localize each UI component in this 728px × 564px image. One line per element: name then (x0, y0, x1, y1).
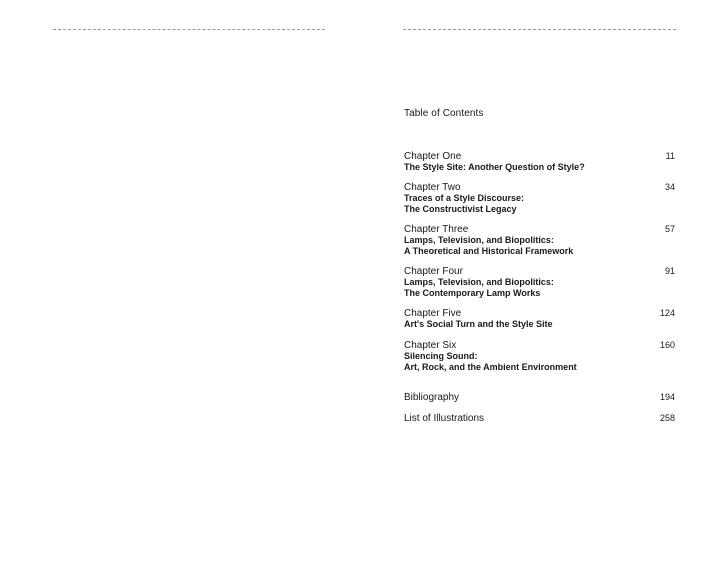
toc-entry-chapter-six[interactable] (404, 340, 676, 372)
toc-entry-chapter-two[interactable] (404, 182, 676, 214)
page-number: 34 (664, 182, 675, 192)
chapter-title: Silencing Sound: Art, Rock, and the Ambient Environment (404, 351, 577, 372)
backmatter-label: List of Illustrations (404, 413, 485, 424)
right-page-header-rule (403, 29, 676, 30)
chapter-label: Chapter One (404, 151, 462, 162)
chapter-title: The Style Site: Another Question of Style? (404, 162, 585, 172)
chapter-title: Lamps, Television, and Biopolitics: A Theoretical and Historical Framework (404, 235, 574, 256)
chapter-title: Art's Social Turn and the Style Site (404, 319, 553, 329)
page-number: 57 (664, 224, 675, 234)
page-number: 124 (659, 308, 675, 318)
page-number: 160 (659, 340, 675, 350)
page-number: 91 (664, 266, 675, 276)
toc-entry-chapter-four[interactable] (404, 266, 676, 298)
chapter-label: Chapter Four (404, 266, 463, 277)
chapter-label: Chapter Six (404, 340, 457, 351)
toc-entry-chapter-three[interactable] (404, 224, 676, 256)
toc-entry-chapter-one[interactable] (404, 151, 676, 173)
backmatter-label: Bibliography (404, 392, 460, 403)
chapter-label: Chapter Two (404, 182, 461, 193)
toc-entry-chapter-five[interactable] (404, 308, 676, 330)
toc-heading: Table of Contents (404, 108, 484, 119)
chapter-title: Lamps, Television, and Biopolitics: The Contemporary Lamp Works (404, 277, 554, 298)
page-number: 258 (659, 413, 675, 423)
chapter-title: Traces of a Style Discourse: The Constructivist Legacy (404, 193, 525, 214)
left-page-header-rule (53, 29, 325, 30)
toc-entry-bibliography[interactable] (404, 392, 676, 403)
toc-entry-list-of-illustrations[interactable] (404, 413, 676, 424)
chapter-label: Chapter Three (404, 224, 469, 235)
page-number: 194 (659, 392, 675, 402)
chapter-label: Chapter Five (404, 308, 462, 319)
page-number: 11 (665, 151, 675, 161)
